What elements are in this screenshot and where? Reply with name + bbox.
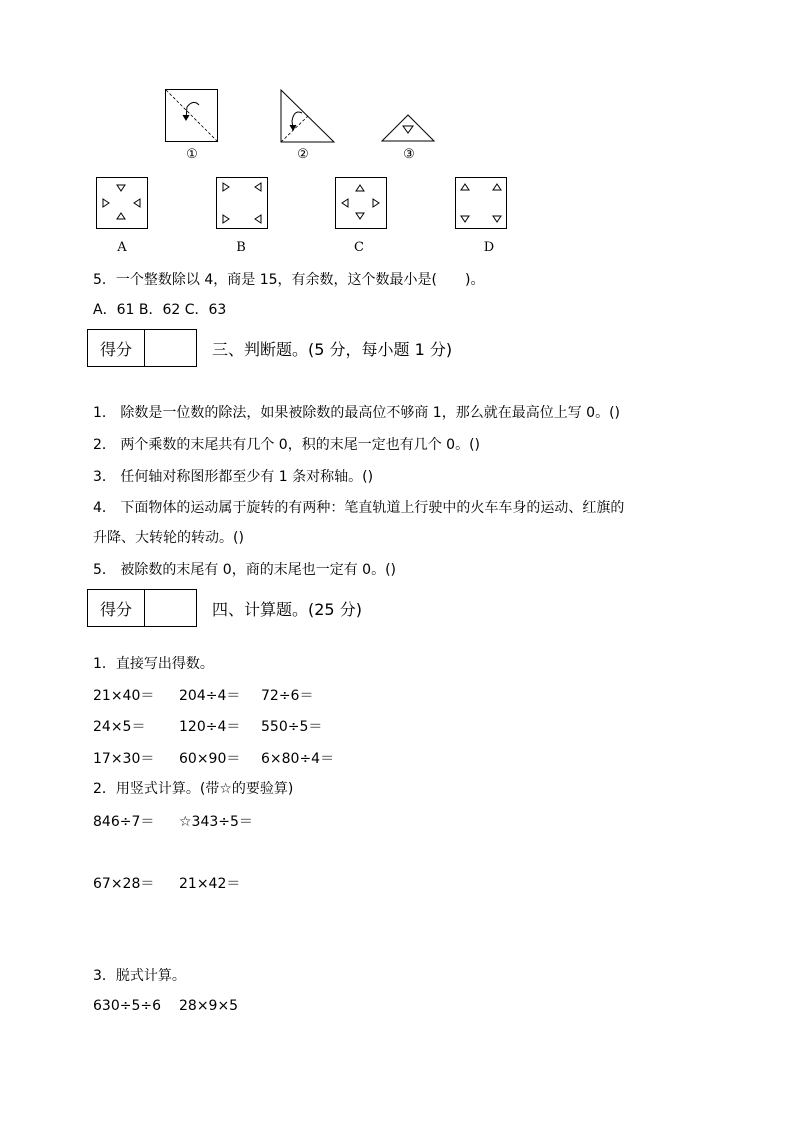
calc-item: 846÷7＝: [93, 814, 155, 830]
figure-label-1: ①: [186, 147, 198, 162]
score-blank[interactable]: [145, 330, 196, 366]
option-label-a: A: [117, 240, 127, 255]
score-box-section-4: [87, 589, 197, 627]
calc-item: 24×5＝: [93, 719, 146, 735]
calc-item: 6×80÷4＝: [261, 751, 335, 767]
calc-item: 21×40＝: [93, 688, 155, 704]
calc-row: [93, 873, 240, 893]
option-figure-d: [455, 177, 507, 229]
score-label: 得分: [88, 590, 145, 626]
score-blank[interactable]: [145, 590, 196, 626]
calc-row: [93, 748, 334, 768]
fold-figure-2: [280, 89, 336, 143]
calc-item: 60×90＝: [179, 751, 241, 767]
calc-item: 120÷4＝: [179, 719, 241, 735]
question-5-options: A．61 B．62 C．63: [93, 302, 227, 318]
calc-q3-title: 3．脱式计算。: [93, 968, 186, 984]
calc-item: 21×42＝: [179, 876, 241, 892]
calc-item: 204÷4＝: [179, 688, 241, 704]
calc-row: [93, 685, 313, 705]
score-box-section-3: [87, 329, 197, 367]
figure-label-3: ③: [403, 147, 415, 162]
calc-item: 72÷6＝: [261, 688, 314, 704]
option-label-c: C: [354, 240, 364, 255]
calc-item: 67×28＝: [93, 876, 155, 892]
score-label: 得分: [88, 330, 145, 366]
calc-row: [93, 811, 253, 831]
judge-item-3: 3． 任何轴对称图形都至少有 1 条对称轴。(): [93, 469, 374, 485]
judge-item-2: 2． 两个乘数的末尾共有几个 0，积的末尾一定也有几个 0。(): [93, 437, 480, 453]
judge-item-4: 4． 下面物体的运动属于旋转的有两种：笔直轨道上行驶中的火车车身的运动、红旗的: [93, 500, 625, 516]
section-3-title: 三、判断题。(5 分，每小题 1 分): [212, 340, 453, 359]
calc-q2-title: 2．用竖式计算。(带☆的要验算): [93, 781, 294, 797]
question-5-text: 5．一个整数除以 4，商是 15，有余数，这个数最小是( )。: [93, 272, 485, 288]
judge-item-1: 1． 除数是一位数的除法，如果被除数的最高位不够商 1，那么就在最高位上写 0。(): [93, 405, 620, 421]
option-figure-b: [216, 177, 268, 229]
calc-row: [93, 716, 322, 736]
option-figure-a: [96, 177, 148, 229]
calc-item: 17×30＝: [93, 751, 155, 767]
section-4-title: 四、计算题。(25 分): [212, 600, 362, 619]
fold-figure-3: [381, 113, 437, 143]
calc-q1-title: 1．直接写出得数。: [93, 656, 214, 672]
fold-figure-1: [165, 89, 219, 143]
judge-item-5: 5． 被除数的末尾有 0，商的末尾也一定有 0。(): [93, 562, 396, 578]
option-label-b: B: [236, 240, 246, 255]
figure-label-2: ②: [297, 147, 309, 162]
calc-row: [93, 998, 238, 1014]
option-figure-c: [335, 177, 387, 229]
calc-item: ☆343÷5＝: [179, 814, 253, 830]
calc-item: 28×9×5: [179, 998, 239, 1014]
judge-item-4-cont: 升降、大转轮的转动。(): [93, 530, 244, 546]
calc-item: 550÷5＝: [261, 719, 323, 735]
calc-item: 630÷5÷6: [93, 998, 161, 1014]
option-label-d: D: [483, 240, 495, 255]
